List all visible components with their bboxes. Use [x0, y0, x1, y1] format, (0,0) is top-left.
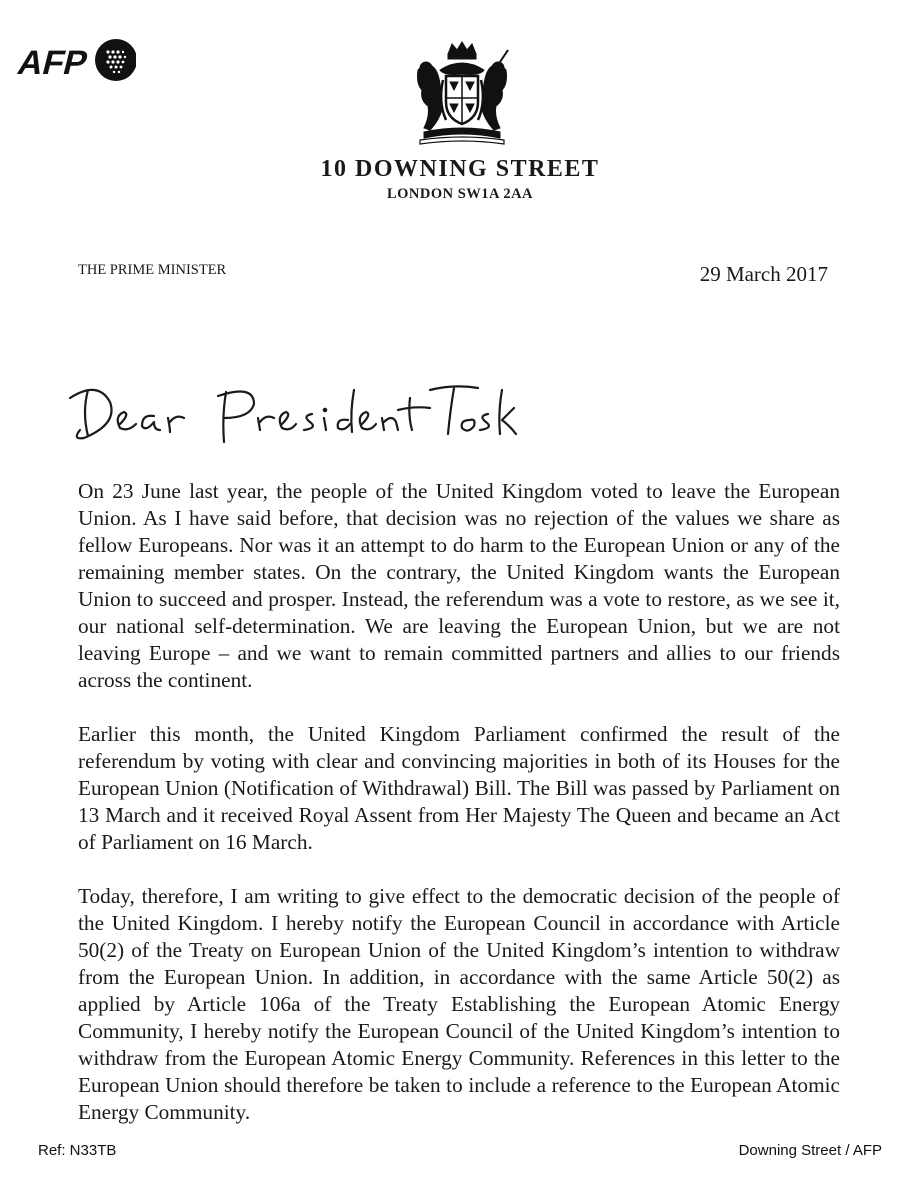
credit-caption: Downing Street / AFP	[738, 1142, 882, 1159]
letterhead-address-line2: LONDON SW1A 2AA	[386, 186, 534, 202]
paragraph-3: Today, therefore, I am writing to give effect to the democratic decision of the people of the United Kingdom. I hereby notify the European Council in accordance with Article 50(2) of the Treaty on European Union of the United Kingdom’s intention to withdraw from the European Union. In addition, in accordance with the same Article 50(2) as applied by Article 106a of the Treaty Establishing the European Atomic Energy Community, I hereby notify the European Council of the United Kingdom’s intention to withdraw from the European Atomic Energy Community. References in this letter to the European Union should therefore be taken to include a reference to the European Atomic Energy Community.	[78, 884, 840, 1124]
sender-title: THE PRIME MINISTER	[78, 262, 227, 278]
paragraph-2: Earlier this month, the United Kingdom Parliament confirmed the result of the referendum by voting with clear and convincing majorities in both of its Houses for the European Union (Notification of Withdrawal) Bill. The Bill was passed by Parliament on 13 March and it received Royal Assent from Her Majesty The Queen and became an Act of Parliament on 16 March.	[78, 722, 840, 854]
svg-text:AFP: AFP	[14, 44, 92, 82]
reference-caption: Ref: N33TB	[38, 1142, 117, 1159]
paragraph-1: On 23 June last year, the people of the United Kingdom voted to leave the European Union. As I have said before, that decision was no rejection of the values we share as fellow Europeans. Nor was it an attempt to do harm to the European Union or any of the remaining member states. On the contrary, the United Kingdom wants the European Union to succeed and prosper. Instead, the referendum was a vote to restore, as we see it, our national self-determination. We are leaving the European Union, but we are not leaving Europe – and we want to remain committed partners and allies to our friends across the continent.	[78, 479, 840, 692]
letterhead-address-line1: 10 DOWNING STREET	[320, 156, 600, 182]
letter-body	[78, 478, 840, 1153]
royal-coat-of-arms-icon	[410, 40, 514, 146]
letter-date: 29 March 2017	[699, 262, 828, 286]
afp-logo	[12, 34, 136, 86]
handwritten-salutation	[58, 372, 518, 454]
